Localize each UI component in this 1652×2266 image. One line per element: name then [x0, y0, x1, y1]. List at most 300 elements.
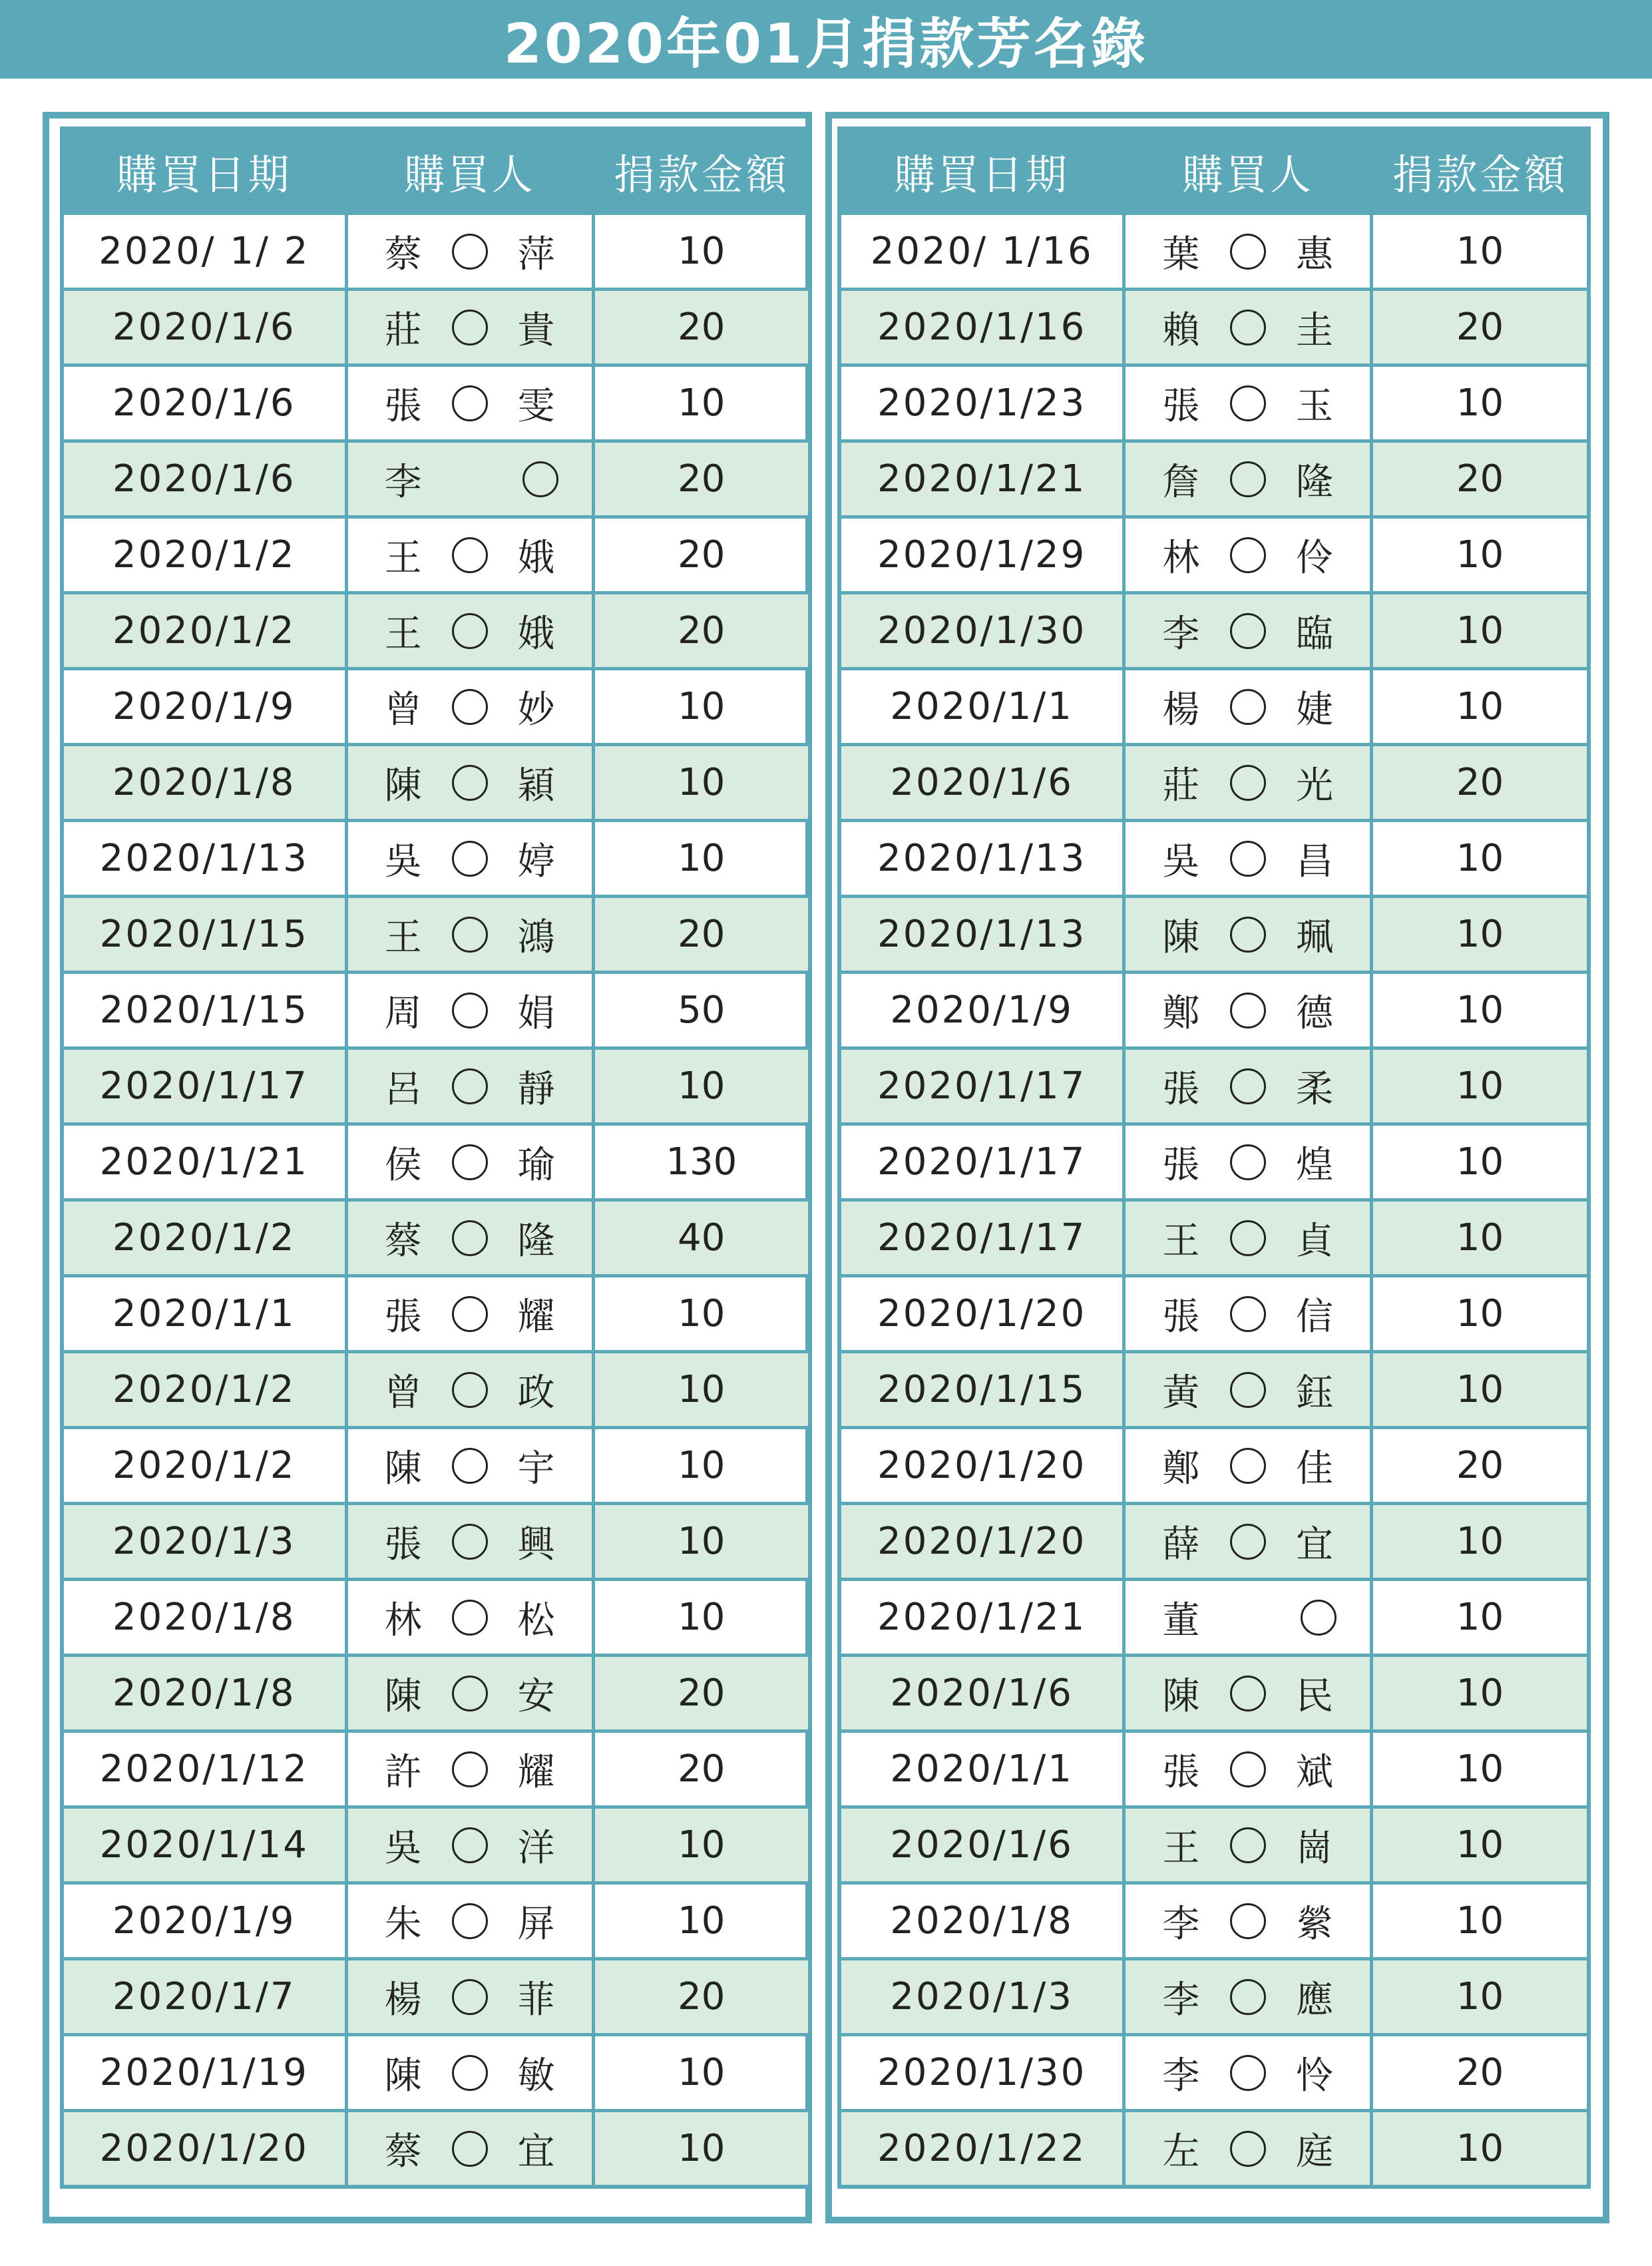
buyer-surname: 王 — [384, 612, 422, 656]
buyer-name — [346, 1276, 593, 1352]
purchase-date: 2020/1/29 — [839, 517, 1124, 593]
purchase-date: 2020/1/23 — [839, 365, 1124, 441]
buyer-given-name: 臨 — [1295, 612, 1333, 656]
buyer-name — [346, 1883, 593, 1959]
donation-amount: 20 — [593, 897, 810, 973]
table-row — [839, 1580, 1589, 1656]
buyer-name — [346, 290, 593, 365]
purchase-date: 2020/1/15 — [839, 1352, 1124, 1428]
masked-char-circle-icon — [452, 841, 488, 877]
donation-amount: 20 — [593, 441, 810, 517]
purchase-date: 2020/1/3 — [839, 1959, 1124, 2035]
buyer-name — [346, 1580, 593, 1656]
purchase-date: 2020/1/22 — [839, 2111, 1124, 2187]
buyer-surname: 李 — [1162, 1978, 1200, 2022]
masked-char-circle-icon — [452, 1979, 488, 2015]
purchase-date: 2020/1/21 — [62, 1124, 346, 1200]
buyer-surname: 葉 — [1162, 232, 1200, 276]
page-title: 2020年01月捐款芳名錄 — [503, 12, 1149, 76]
donation-amount: 20 — [593, 517, 810, 593]
donation-amount: 10 — [593, 821, 810, 897]
purchase-date: 2020/1/21 — [839, 1580, 1124, 1656]
buyer-name — [1124, 1276, 1372, 1352]
masked-char-circle-icon — [1230, 1448, 1266, 1484]
donation-amount: 20 — [1371, 441, 1589, 517]
purchase-date: 2020/1/15 — [62, 973, 346, 1048]
donation-amount: 10 — [593, 1807, 810, 1883]
donation-amount: 10 — [1371, 1807, 1589, 1883]
masked-char-circle-icon — [1230, 1372, 1266, 1408]
purchase-date: 2020/1/8 — [62, 1580, 346, 1656]
buyer-surname: 鄭 — [1162, 991, 1200, 1035]
donation-amount: 10 — [593, 2111, 810, 2187]
buyer-given-name: 萍 — [517, 232, 555, 276]
buyer-given-name: 斌 — [1295, 1750, 1333, 1794]
buyer-name — [346, 441, 593, 517]
buyer-surname: 董 — [1162, 1598, 1200, 1642]
buyer-name — [1124, 290, 1372, 365]
buyer-given-name: 崗 — [1295, 1826, 1333, 1870]
donation-amount: 20 — [593, 290, 810, 365]
buyer-surname: 詹 — [1162, 460, 1200, 504]
masked-char-circle-icon — [1230, 2055, 1266, 2091]
purchase-date: 2020/1/9 — [62, 1883, 346, 1959]
buyer-surname: 張 — [1162, 1295, 1200, 1339]
purchase-date: 2020/1/6 — [62, 441, 346, 517]
buyer-given-name: 敏 — [517, 2054, 555, 2098]
purchase-date: 2020/1/9 — [62, 669, 346, 745]
buyer-surname: 林 — [384, 1598, 422, 1642]
table-row — [839, 2035, 1589, 2111]
buyer-given-name: 伶 — [1295, 536, 1333, 580]
donation-amount: 10 — [1371, 669, 1589, 745]
donation-amount: 10 — [1371, 1731, 1589, 1807]
buyer-given-name: 惠 — [1295, 232, 1333, 276]
masked-char-circle-icon — [452, 1903, 488, 1939]
table-row — [839, 1504, 1589, 1580]
purchase-date: 2020/1/8 — [62, 745, 346, 821]
buyer-name — [1124, 593, 1372, 669]
buyer-surname: 曾 — [384, 688, 422, 732]
donation-amount: 10 — [1371, 973, 1589, 1048]
donation-amount: 10 — [1371, 897, 1589, 973]
buyer-name — [346, 365, 593, 441]
purchase-date: 2020/1/6 — [62, 365, 346, 441]
table-row — [839, 821, 1589, 897]
buyer-surname: 吳 — [384, 1826, 422, 1870]
buyer-name — [1124, 897, 1372, 973]
donation-amount: 10 — [1371, 1959, 1589, 2035]
buyer-given-name: 隆 — [517, 1219, 555, 1263]
masked-char-circle-icon — [452, 1372, 488, 1408]
table-row — [839, 897, 1589, 973]
buyer-surname: 李 — [1162, 612, 1200, 656]
buyer-surname: 侯 — [384, 1143, 422, 1187]
table-row — [839, 593, 1589, 669]
table-row — [62, 1731, 810, 1807]
donor-table-left — [60, 126, 812, 2189]
purchase-date: 2020/1/16 — [839, 290, 1124, 365]
table-row — [839, 1048, 1589, 1124]
masked-char-circle-icon — [452, 1220, 488, 1256]
table-row — [62, 973, 810, 1048]
donation-amount: 40 — [593, 1200, 810, 1276]
buyer-given-name: 德 — [1295, 991, 1333, 1035]
purchase-date: 2020/1/15 — [62, 897, 346, 973]
purchase-date: 2020/1/6 — [839, 1807, 1124, 1883]
buyer-given-name: 興 — [517, 1522, 555, 1566]
masked-char-circle-icon — [452, 2131, 488, 2167]
table-row — [62, 290, 810, 365]
masked-char-circle-icon — [452, 537, 488, 573]
buyer-name — [1124, 1200, 1372, 1276]
purchase-date: 2020/1/30 — [839, 593, 1124, 669]
purchase-date: 2020/1/17 — [839, 1200, 1124, 1276]
donation-amount: 10 — [593, 1428, 810, 1504]
buyer-given-name: 洋 — [517, 1826, 555, 1870]
buyer-given-name: 菲 — [517, 1978, 555, 2022]
buyer-name — [346, 897, 593, 973]
table-row — [62, 441, 810, 517]
buyer-surname: 張 — [1162, 1067, 1200, 1111]
table-row — [839, 973, 1589, 1048]
table-row — [62, 821, 810, 897]
buyer-name — [1124, 1656, 1372, 1731]
buyer-given-name: 松 — [517, 1598, 555, 1642]
buyer-name — [1124, 517, 1372, 593]
masked-char-circle-icon — [1230, 917, 1266, 953]
buyer-name — [346, 1048, 593, 1124]
table-row — [62, 365, 810, 441]
buyer-name — [346, 2035, 593, 2111]
purchase-date: 2020/1/3 — [62, 1504, 346, 1580]
masked-char-circle-icon — [1230, 385, 1266, 421]
buyer-given-name: 宜 — [517, 2130, 555, 2173]
buyer-name — [1124, 1352, 1372, 1428]
buyer-name — [346, 1731, 593, 1807]
masked-char-circle-icon — [1301, 1600, 1337, 1636]
donation-amount: 10 — [1371, 517, 1589, 593]
buyer-surname: 周 — [384, 991, 422, 1035]
donation-amount: 10 — [1371, 1504, 1589, 1580]
buyer-given-name: 怜 — [1295, 2054, 1333, 2098]
masked-char-circle-icon — [1230, 689, 1266, 725]
table-row — [839, 669, 1589, 745]
masked-char-circle-icon — [1230, 1979, 1266, 2015]
table-row — [62, 214, 810, 290]
buyer-name — [1124, 1731, 1372, 1807]
masked-char-circle-icon — [452, 234, 488, 270]
buyer-given-name: 昌 — [1295, 839, 1333, 883]
buyer-name — [346, 1428, 593, 1504]
buyer-given-name: 娥 — [517, 612, 555, 656]
buyer-surname: 呂 — [384, 1067, 422, 1111]
masked-char-circle-icon — [1230, 1751, 1266, 1787]
buyer-name — [1124, 1428, 1372, 1504]
masked-char-circle-icon — [1230, 1524, 1266, 1560]
buyer-surname: 許 — [384, 1750, 422, 1794]
purchase-date: 2020/1/13 — [839, 897, 1124, 973]
buyer-surname: 張 — [1162, 1143, 1200, 1187]
table-row — [62, 669, 810, 745]
table-row — [62, 2035, 810, 2111]
buyer-given-name: 靜 — [517, 1067, 555, 1111]
buyer-surname: 蔡 — [384, 2130, 422, 2173]
masked-char-circle-icon — [1230, 1676, 1266, 1711]
buyer-surname: 左 — [1162, 2130, 1200, 2173]
table-row — [839, 1731, 1589, 1807]
table-row — [839, 1959, 1589, 2035]
table-row — [62, 1428, 810, 1504]
masked-char-circle-icon — [1230, 1144, 1266, 1180]
buyer-name — [346, 1656, 593, 1731]
buyer-given-name: 珮 — [1295, 915, 1333, 959]
buyer-name — [1124, 365, 1372, 441]
masked-char-circle-icon — [1230, 841, 1266, 877]
purchase-date: 2020/1/17 — [839, 1124, 1124, 1200]
masked-char-circle-icon — [452, 993, 488, 1028]
masked-char-circle-icon — [452, 1524, 488, 1560]
masked-char-circle-icon — [452, 1676, 488, 1711]
buyer-given-name: 耀 — [517, 1295, 555, 1339]
buyer-name — [1124, 2111, 1372, 2187]
masked-char-circle-icon — [452, 1144, 488, 1180]
masked-char-circle-icon — [1230, 1296, 1266, 1332]
buyer-given-name: 應 — [1295, 1978, 1333, 2022]
buyer-name — [346, 1352, 593, 1428]
header-row — [62, 128, 810, 214]
buyer-name — [346, 1959, 593, 2035]
buyer-name — [346, 1807, 593, 1883]
buyer-name — [346, 593, 593, 669]
masked-char-circle-icon — [1230, 765, 1266, 801]
table-row — [839, 1656, 1589, 1731]
donation-amount: 10 — [1371, 1883, 1589, 1959]
table-row — [839, 1883, 1589, 1959]
table-row — [62, 2111, 810, 2187]
header-amount: 捐款金額 — [1371, 128, 1589, 214]
buyer-surname: 張 — [384, 384, 422, 428]
donation-amount: 10 — [593, 2035, 810, 2111]
buyer-given-name: 妙 — [517, 688, 555, 732]
buyer-surname: 楊 — [384, 1978, 422, 2022]
donation-amount: 20 — [1371, 2035, 1589, 2111]
buyer-given-name: 圭 — [1295, 308, 1333, 352]
buyer-name — [346, 973, 593, 1048]
purchase-date: 2020/1/8 — [839, 1883, 1124, 1959]
purchase-date: 2020/1/6 — [62, 290, 346, 365]
donation-amount: 10 — [593, 214, 810, 290]
masked-char-circle-icon — [452, 1068, 488, 1104]
buyer-given-name: 貴 — [517, 308, 555, 352]
donation-amount: 50 — [593, 973, 810, 1048]
masked-char-circle-icon — [1230, 310, 1266, 345]
buyer-surname: 張 — [384, 1522, 422, 1566]
buyer-given-name: 柔 — [1295, 1067, 1333, 1111]
buyer-given-name: 煌 — [1295, 1143, 1333, 1187]
purchase-date: 2020/1/7 — [62, 1959, 346, 2035]
table-row — [62, 517, 810, 593]
title-banner — [0, 0, 1652, 79]
purchase-date: 2020/1/2 — [62, 1352, 346, 1428]
buyer-given-name: 隆 — [1295, 460, 1333, 504]
buyer-given-name: 玉 — [1295, 384, 1333, 428]
buyer-given-name: 宜 — [1295, 1522, 1333, 1566]
masked-char-circle-icon — [452, 1827, 488, 1863]
donation-amount: 10 — [1371, 2111, 1589, 2187]
purchase-date: 2020/1/6 — [839, 745, 1124, 821]
buyer-name — [1124, 1124, 1372, 1200]
buyer-surname: 李 — [1162, 2054, 1200, 2098]
buyer-name — [346, 669, 593, 745]
buyer-given-name: 鈺 — [1295, 1371, 1333, 1415]
purchase-date: 2020/1/2 — [62, 1200, 346, 1276]
buyer-given-name: 貞 — [1295, 1219, 1333, 1263]
buyer-surname: 陳 — [384, 764, 422, 807]
buyer-surname: 王 — [1162, 1826, 1200, 1870]
donation-amount: 20 — [593, 1959, 810, 2035]
purchase-date: 2020/1/12 — [62, 1731, 346, 1807]
buyer-surname: 王 — [384, 536, 422, 580]
buyer-name — [1124, 669, 1372, 745]
donation-amount: 10 — [593, 1352, 810, 1428]
purchase-date: 2020/1/14 — [62, 1807, 346, 1883]
donation-amount: 10 — [1371, 821, 1589, 897]
donor-rows-right — [839, 214, 1589, 2187]
buyer-surname: 林 — [1162, 536, 1200, 580]
donation-amount: 10 — [1371, 1276, 1589, 1352]
table-row — [62, 745, 810, 821]
masked-char-circle-icon — [1230, 2131, 1266, 2167]
buyer-surname: 鄭 — [1162, 1447, 1200, 1490]
buyer-name — [1124, 1048, 1372, 1124]
buyer-name — [1124, 214, 1372, 290]
masked-char-circle-icon — [452, 310, 488, 345]
table-row — [62, 1959, 810, 2035]
header-date: 購買日期 — [839, 128, 1124, 214]
donation-amount: 10 — [1371, 593, 1589, 669]
table-row — [62, 1276, 810, 1352]
buyer-surname: 蔡 — [384, 232, 422, 276]
masked-char-circle-icon — [1230, 234, 1266, 270]
donation-amount: 10 — [1371, 1200, 1589, 1276]
buyer-given-name: 佳 — [1295, 1447, 1333, 1490]
masked-char-circle-icon — [452, 385, 488, 421]
donation-amount: 20 — [1371, 290, 1589, 365]
donation-amount: 20 — [593, 593, 810, 669]
table-row — [839, 517, 1589, 593]
buyer-given-name: 鴻 — [517, 915, 555, 959]
buyer-surname: 陳 — [384, 1447, 422, 1490]
table-row — [839, 745, 1589, 821]
donation-amount: 10 — [1371, 1124, 1589, 1200]
masked-char-circle-icon — [452, 1296, 488, 1332]
table-row — [62, 593, 810, 669]
buyer-surname: 陳 — [384, 2054, 422, 2098]
table-row — [839, 1276, 1589, 1352]
purchase-date: 2020/ 1/16 — [839, 214, 1124, 290]
buyer-given-name: 耀 — [517, 1750, 555, 1794]
purchase-date: 2020/1/30 — [839, 2035, 1124, 2111]
buyer-name — [1124, 1883, 1372, 1959]
buyer-given-name: 縈 — [1295, 1902, 1333, 1946]
buyer-name — [346, 214, 593, 290]
buyer-surname: 莊 — [1162, 764, 1200, 807]
header-amount: 捐款金額 — [593, 128, 810, 214]
buyer-name — [1124, 441, 1372, 517]
purchase-date: 2020/1/17 — [839, 1048, 1124, 1124]
masked-char-circle-icon — [1230, 1903, 1266, 1939]
purchase-date: 2020/1/9 — [839, 973, 1124, 1048]
purchase-date: 2020/1/13 — [839, 821, 1124, 897]
donation-amount: 20 — [1371, 1428, 1589, 1504]
buyer-surname: 張 — [1162, 1750, 1200, 1794]
table-row — [839, 441, 1589, 517]
table-row — [62, 1656, 810, 1731]
buyer-surname: 李 — [1162, 1902, 1200, 1946]
buyer-given-name: 穎 — [517, 764, 555, 807]
buyer-surname: 王 — [1162, 1219, 1200, 1263]
donation-amount: 10 — [593, 1883, 810, 1959]
buyer-given-name: 娟 — [517, 991, 555, 1035]
buyer-name — [1124, 973, 1372, 1048]
purchase-date: 2020/1/1 — [839, 669, 1124, 745]
buyer-surname: 曾 — [384, 1371, 422, 1415]
donation-amount: 10 — [593, 365, 810, 441]
buyer-given-name: 瑜 — [517, 1143, 555, 1187]
masked-char-circle-icon — [452, 1751, 488, 1787]
masked-char-circle-icon — [452, 1448, 488, 1484]
donation-amount: 10 — [593, 669, 810, 745]
purchase-date: 2020/1/20 — [839, 1504, 1124, 1580]
purchase-date: 2020/1/2 — [62, 593, 346, 669]
buyer-surname: 吳 — [1162, 839, 1200, 883]
table-row — [839, 1352, 1589, 1428]
buyer-given-name: 庭 — [1295, 2130, 1333, 2173]
purchase-date: 2020/ 1/ 2 — [62, 214, 346, 290]
table-row — [839, 290, 1589, 365]
donation-amount: 130 — [593, 1124, 810, 1200]
donation-amount: 10 — [593, 1048, 810, 1124]
buyer-given-name: 娥 — [517, 536, 555, 580]
purchase-date: 2020/1/21 — [839, 441, 1124, 517]
donation-amount: 10 — [1371, 1580, 1589, 1656]
masked-char-circle-icon — [1230, 1827, 1266, 1863]
buyer-given-name: 雯 — [517, 384, 555, 428]
buyer-name — [1124, 745, 1372, 821]
buyer-surname: 薛 — [1162, 1522, 1200, 1566]
buyer-surname: 賴 — [1162, 308, 1200, 352]
buyer-given-name: 安 — [517, 1674, 555, 1718]
masked-char-circle-icon — [452, 917, 488, 953]
buyer-surname: 吳 — [384, 839, 422, 883]
buyer-name — [1124, 1807, 1372, 1883]
purchase-date: 2020/1/6 — [839, 1656, 1124, 1731]
buyer-surname: 朱 — [384, 1902, 422, 1946]
table-row — [839, 1200, 1589, 1276]
purchase-date: 2020/1/1 — [62, 1276, 346, 1352]
masked-char-circle-icon — [452, 765, 488, 801]
purchase-date: 2020/1/20 — [62, 2111, 346, 2187]
masked-char-circle-icon — [452, 2055, 488, 2091]
masked-char-circle-icon — [452, 1600, 488, 1636]
masked-char-circle-icon — [1230, 1220, 1266, 1256]
buyer-surname: 王 — [384, 915, 422, 959]
header-buyer: 購買人 — [346, 128, 593, 214]
purchase-date: 2020/1/1 — [839, 1731, 1124, 1807]
purchase-date: 2020/1/8 — [62, 1656, 346, 1731]
donation-amount: 10 — [593, 1504, 810, 1580]
